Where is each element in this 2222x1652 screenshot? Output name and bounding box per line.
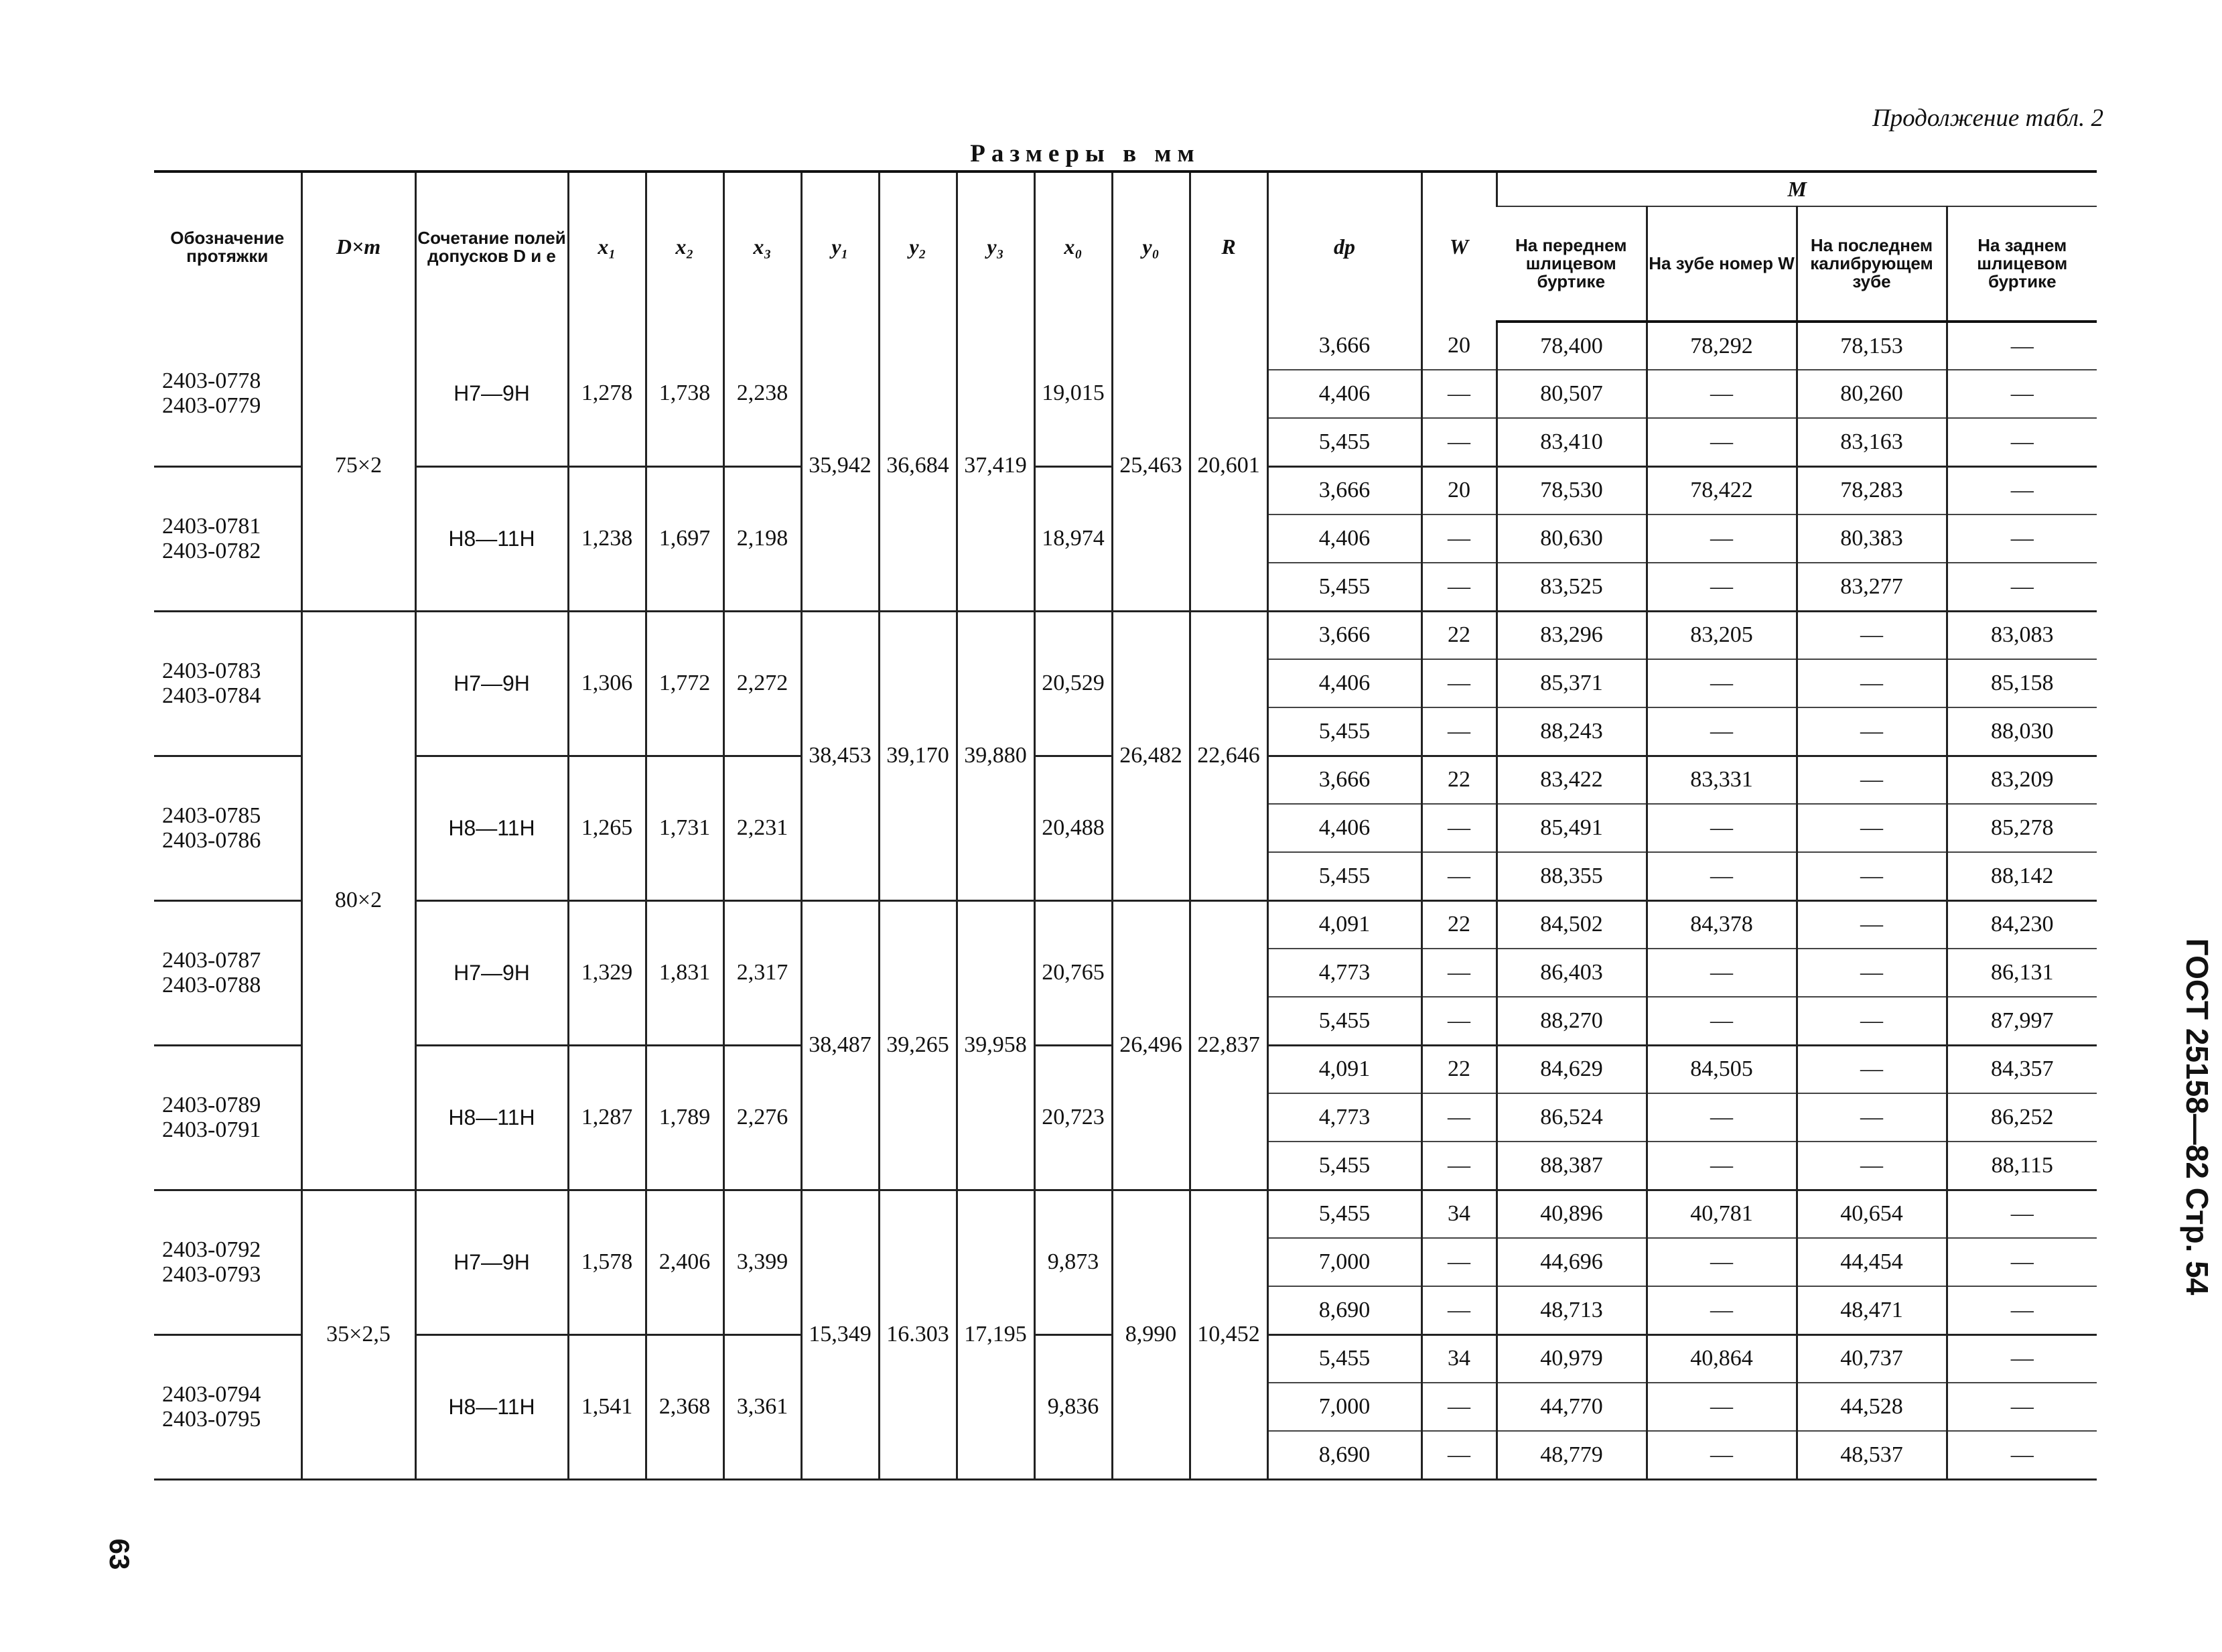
dp-cell: 3,666 (1267, 466, 1421, 514)
m-last-cell: 80,260 (1797, 370, 1947, 418)
m-rear-cell: — (1947, 1334, 2097, 1383)
m-front-cell: 88,243 (1497, 707, 1647, 756)
x3-cell: 3,399 (723, 1190, 801, 1334)
dp-cell: 5,455 (1267, 707, 1421, 756)
m-front-cell: 84,629 (1497, 1045, 1647, 1093)
m-rear-cell: — (1947, 514, 2097, 563)
y2-cell: 16.303 (879, 1190, 957, 1479)
designation-cell: 2403-0781 2403-0782 (154, 466, 301, 611)
x1-cell: 1,278 (568, 322, 646, 466)
header-m-last: На последнем калибрующем зубе (1797, 206, 1947, 322)
w-cell: — (1421, 804, 1497, 852)
w-cell: — (1421, 949, 1497, 997)
tolerance-cell: H7—9H (415, 1190, 568, 1334)
w-cell: — (1421, 707, 1497, 756)
page-number: 63 (104, 1538, 135, 1570)
m-front-cell: 86,524 (1497, 1093, 1647, 1142)
r-cell: 10,452 (1190, 1190, 1267, 1479)
m-front-cell: 84,502 (1497, 900, 1647, 949)
y1-cell: 38,487 (801, 900, 879, 1190)
designation-cell: 2403-0785 2403-0786 (154, 756, 301, 900)
m-last-cell: — (1797, 949, 1947, 997)
m-last-cell: 40,654 (1797, 1190, 1947, 1238)
m-last-cell: 44,454 (1797, 1238, 1947, 1286)
x0-cell: 20,765 (1034, 900, 1112, 1045)
m-front-cell: 44,770 (1497, 1383, 1647, 1431)
m-tooth-cell: — (1647, 997, 1797, 1045)
designation-cell: 2403-0794 2403-0795 (154, 1334, 301, 1479)
m-last-cell: — (1797, 756, 1947, 804)
m-tooth-cell: — (1647, 949, 1797, 997)
r-cell: 22,837 (1190, 900, 1267, 1190)
m-tooth-cell: 78,292 (1647, 322, 1797, 370)
tolerance-cell: H8—11H (415, 1334, 568, 1479)
m-last-cell: 40,737 (1797, 1334, 1947, 1383)
m-last-cell: 44,528 (1797, 1383, 1947, 1431)
x0-cell: 9,873 (1034, 1190, 1112, 1334)
header-designation: Обозначение протяжки (154, 171, 301, 322)
m-rear-cell: — (1947, 418, 2097, 466)
m-tooth-cell: — (1647, 418, 1797, 466)
m-front-cell: 83,296 (1497, 611, 1647, 659)
y0-cell: 8,990 (1112, 1190, 1190, 1479)
m-tooth-cell: — (1647, 1093, 1797, 1142)
m-rear-cell: — (1947, 1431, 2097, 1479)
header-y3: y₃ (957, 171, 1034, 322)
dp-cell: 8,690 (1267, 1431, 1421, 1479)
w-cell: 34 (1421, 1334, 1497, 1383)
w-cell: — (1421, 418, 1497, 466)
m-tooth-cell: 84,378 (1647, 900, 1797, 949)
header-m-front: На переднем шлицевом буртике (1497, 206, 1647, 322)
x3-cell: 2,231 (723, 756, 801, 900)
header-x1: x₁ (568, 171, 646, 322)
m-rear-cell: 86,252 (1947, 1093, 2097, 1142)
m-rear-cell: — (1947, 563, 2097, 611)
m-rear-cell: — (1947, 1190, 2097, 1238)
header-m: M (1497, 171, 2097, 206)
w-cell: — (1421, 997, 1497, 1045)
m-tooth-cell: — (1647, 370, 1797, 418)
m-tooth-cell: — (1647, 1238, 1797, 1286)
tolerance-cell: H7—9H (415, 900, 568, 1045)
m-front-cell: 78,400 (1497, 322, 1647, 370)
w-cell: — (1421, 1238, 1497, 1286)
dp-cell: 7,000 (1267, 1238, 1421, 1286)
spine-text: ГОСТ 25158—82 Стр. 54 (2180, 938, 2215, 1296)
y3-cell: 39,958 (957, 900, 1034, 1190)
dp-cell: 5,455 (1267, 1334, 1421, 1383)
m-last-cell: — (1797, 1045, 1947, 1093)
units-title: Размеры в мм (970, 140, 1200, 167)
w-cell: — (1421, 852, 1497, 900)
m-last-cell: — (1797, 659, 1947, 707)
header-x3: x₃ (723, 171, 801, 322)
w-cell: — (1421, 1383, 1497, 1431)
m-front-cell: 88,270 (1497, 997, 1647, 1045)
m-tooth-cell: — (1647, 563, 1797, 611)
m-front-cell: 85,491 (1497, 804, 1647, 852)
m-tooth-cell: — (1647, 852, 1797, 900)
dp-cell: 4,091 (1267, 1045, 1421, 1093)
m-rear-cell: — (1947, 1286, 2097, 1334)
m-front-cell: 86,403 (1497, 949, 1647, 997)
header-y0: y₀ (1112, 171, 1190, 322)
x2-cell: 1,831 (646, 900, 723, 1045)
header-y1: y₁ (801, 171, 879, 322)
dp-cell: 8,690 (1267, 1286, 1421, 1334)
dp-cell: 4,773 (1267, 949, 1421, 997)
w-cell: — (1421, 514, 1497, 563)
r-cell: 22,646 (1190, 611, 1267, 900)
x3-cell: 3,361 (723, 1334, 801, 1479)
w-cell: — (1421, 1093, 1497, 1142)
w-cell: 22 (1421, 1045, 1497, 1093)
m-front-cell: 44,696 (1497, 1238, 1647, 1286)
table-row (154, 322, 2097, 370)
x2-cell: 1,772 (646, 611, 723, 756)
m-front-cell: 80,630 (1497, 514, 1647, 563)
dp-cell: 3,666 (1267, 322, 1421, 370)
x1-cell: 1,329 (568, 900, 646, 1045)
m-tooth-cell: — (1647, 659, 1797, 707)
m-tooth-cell: 78,422 (1647, 466, 1797, 514)
x1-cell: 1,287 (568, 1045, 646, 1190)
m-last-cell: 83,277 (1797, 563, 1947, 611)
m-rear-cell: 88,030 (1947, 707, 2097, 756)
dp-cell: 5,455 (1267, 997, 1421, 1045)
header-y2: y₂ (879, 171, 957, 322)
x3-cell: 2,272 (723, 611, 801, 756)
w-cell: — (1421, 370, 1497, 418)
m-tooth-cell: — (1647, 1383, 1797, 1431)
w-cell: 20 (1421, 322, 1497, 370)
header-dxm: D×m (301, 171, 415, 322)
m-rear-cell: 83,209 (1947, 756, 2097, 804)
x3-cell: 2,238 (723, 322, 801, 466)
m-front-cell: 48,779 (1497, 1431, 1647, 1479)
m-front-cell: 83,410 (1497, 418, 1647, 466)
y3-cell: 39,880 (957, 611, 1034, 900)
m-rear-cell: 88,142 (1947, 852, 2097, 900)
x0-cell: 19,015 (1034, 322, 1112, 466)
dp-cell: 7,000 (1267, 1383, 1421, 1431)
m-front-cell: 88,387 (1497, 1142, 1647, 1190)
header-m-rear: На заднем шлицевом буртике (1947, 206, 2097, 322)
m-rear-cell: — (1947, 1383, 2097, 1431)
x1-cell: 1,306 (568, 611, 646, 756)
dp-cell: 4,091 (1267, 900, 1421, 949)
y1-cell: 38,453 (801, 611, 879, 900)
m-front-cell: 85,371 (1497, 659, 1647, 707)
y0-cell: 26,482 (1112, 611, 1190, 900)
dp-cell: 4,773 (1267, 1093, 1421, 1142)
m-rear-cell: 84,230 (1947, 900, 2097, 949)
m-front-cell: 40,979 (1497, 1334, 1647, 1383)
m-tooth-cell: — (1647, 514, 1797, 563)
y1-cell: 35,942 (801, 322, 879, 611)
designation-cell: 2403-0778 2403-0779 (154, 322, 301, 466)
m-front-cell: 83,525 (1497, 563, 1647, 611)
x0-cell: 20,488 (1034, 756, 1112, 900)
m-tooth-cell: 83,331 (1647, 756, 1797, 804)
m-rear-cell: 86,131 (1947, 949, 2097, 997)
m-last-cell: 48,471 (1797, 1286, 1947, 1334)
header-r: R (1190, 171, 1267, 322)
header-tolerance: Сочетание полей допусков D и e (415, 171, 568, 322)
designation-cell: 2403-0789 2403-0791 (154, 1045, 301, 1190)
m-tooth-cell: — (1647, 1431, 1797, 1479)
table-body (154, 322, 2097, 1479)
continuation-note: Продолжение табл. 2 (1872, 105, 2103, 132)
m-rear-cell: 84,357 (1947, 1045, 2097, 1093)
w-cell: — (1421, 1431, 1497, 1479)
x1-cell: 1,265 (568, 756, 646, 900)
x2-cell: 2,406 (646, 1190, 723, 1334)
y2-cell: 36,684 (879, 322, 957, 611)
dp-cell: 5,455 (1267, 418, 1421, 466)
header-x2: x₂ (646, 171, 723, 322)
tolerance-cell: H8—11H (415, 1045, 568, 1190)
dp-cell: 5,455 (1267, 1142, 1421, 1190)
dxm-cell: 35×2,5 (301, 1190, 415, 1479)
tolerance-cell: H8—11H (415, 466, 568, 611)
tolerance-cell: H8—11H (415, 756, 568, 900)
m-last-cell: 48,537 (1797, 1431, 1947, 1479)
x2-cell: 1,738 (646, 322, 723, 466)
m-front-cell: 40,896 (1497, 1190, 1647, 1238)
x0-cell: 20,529 (1034, 611, 1112, 756)
dp-cell: 4,406 (1267, 804, 1421, 852)
dp-cell: 3,666 (1267, 756, 1421, 804)
y0-cell: 25,463 (1112, 322, 1190, 611)
m-last-cell: 78,153 (1797, 322, 1947, 370)
designation-cell: 2403-0783 2403-0784 (154, 611, 301, 756)
y0-cell: 26,496 (1112, 900, 1190, 1190)
m-tooth-cell: 40,781 (1647, 1190, 1797, 1238)
m-rear-cell: 85,278 (1947, 804, 2097, 852)
x3-cell: 2,198 (723, 466, 801, 611)
x3-cell: 2,317 (723, 900, 801, 1045)
m-front-cell: 80,507 (1497, 370, 1647, 418)
m-rear-cell: — (1947, 370, 2097, 418)
x1-cell: 1,238 (568, 466, 646, 611)
m-rear-cell: 85,158 (1947, 659, 2097, 707)
x0-cell: 18,974 (1034, 466, 1112, 611)
w-cell: — (1421, 1286, 1497, 1334)
m-last-cell: — (1797, 611, 1947, 659)
m-last-cell: — (1797, 900, 1947, 949)
dxm-cell: 80×2 (301, 611, 415, 1190)
m-tooth-cell: — (1647, 707, 1797, 756)
x1-cell: 1,578 (568, 1190, 646, 1334)
x0-cell: 9,836 (1034, 1334, 1112, 1479)
dp-cell: 4,406 (1267, 659, 1421, 707)
m-rear-cell: — (1947, 466, 2097, 514)
table-row (154, 611, 2097, 659)
m-last-cell: 80,383 (1797, 514, 1947, 563)
header-dp: dp (1267, 171, 1421, 322)
dp-cell: 4,406 (1267, 514, 1421, 563)
table-row (154, 1190, 2097, 1238)
m-front-cell: 78,530 (1497, 466, 1647, 514)
x2-cell: 2,368 (646, 1334, 723, 1479)
y1-cell: 15,349 (801, 1190, 879, 1479)
w-cell: 34 (1421, 1190, 1497, 1238)
y3-cell: 17,195 (957, 1190, 1034, 1479)
w-cell: 22 (1421, 756, 1497, 804)
m-rear-cell: 83,083 (1947, 611, 2097, 659)
y3-cell: 37,419 (957, 322, 1034, 611)
y2-cell: 39,265 (879, 900, 957, 1190)
dp-cell: 3,666 (1267, 611, 1421, 659)
designation-cell: 2403-0792 2403-0793 (154, 1190, 301, 1334)
m-front-cell: 83,422 (1497, 756, 1647, 804)
m-tooth-cell: 83,205 (1647, 611, 1797, 659)
w-cell: — (1421, 563, 1497, 611)
x2-cell: 1,731 (646, 756, 723, 900)
header-x0: x₀ (1034, 171, 1112, 322)
m-tooth-cell: 40,864 (1647, 1334, 1797, 1383)
m-rear-cell: — (1947, 1238, 2097, 1286)
m-rear-cell: 87,997 (1947, 997, 2097, 1045)
tolerance-cell: H7—9H (415, 611, 568, 756)
m-last-cell: — (1797, 1142, 1947, 1190)
dp-cell: 5,455 (1267, 852, 1421, 900)
w-cell: 22 (1421, 900, 1497, 949)
broach-dimensions-table (154, 170, 2097, 1481)
y2-cell: 39,170 (879, 611, 957, 900)
x3-cell: 2,276 (723, 1045, 801, 1190)
m-last-cell: — (1797, 707, 1947, 756)
x0-cell: 20,723 (1034, 1045, 1112, 1190)
m-last-cell: 78,283 (1797, 466, 1947, 514)
m-tooth-cell: — (1647, 1286, 1797, 1334)
w-cell: — (1421, 659, 1497, 707)
m-last-cell: — (1797, 804, 1947, 852)
m-last-cell: — (1797, 1093, 1947, 1142)
m-tooth-cell: 84,505 (1647, 1045, 1797, 1093)
dxm-cell: 75×2 (301, 322, 415, 611)
w-cell: — (1421, 1142, 1497, 1190)
dp-cell: 5,455 (1267, 1190, 1421, 1238)
m-last-cell: — (1797, 852, 1947, 900)
header-m-tooth: На зубе номер W (1647, 206, 1797, 322)
designation-cell: 2403-0787 2403-0788 (154, 900, 301, 1045)
w-cell: 20 (1421, 466, 1497, 514)
dp-cell: 5,455 (1267, 563, 1421, 611)
r-cell: 20,601 (1190, 322, 1267, 611)
m-tooth-cell: — (1647, 1142, 1797, 1190)
m-rear-cell: — (1947, 322, 2097, 370)
dp-cell: 4,406 (1267, 370, 1421, 418)
m-rear-cell: 88,115 (1947, 1142, 2097, 1190)
m-last-cell: — (1797, 997, 1947, 1045)
w-cell: 22 (1421, 611, 1497, 659)
header-w: W (1421, 171, 1497, 322)
tolerance-cell: H7—9H (415, 322, 568, 466)
x2-cell: 1,697 (646, 466, 723, 611)
m-front-cell: 48,713 (1497, 1286, 1647, 1334)
m-front-cell: 88,355 (1497, 852, 1647, 900)
m-last-cell: 83,163 (1797, 418, 1947, 466)
x2-cell: 1,789 (646, 1045, 723, 1190)
m-tooth-cell: — (1647, 804, 1797, 852)
x1-cell: 1,541 (568, 1334, 646, 1479)
table-row (154, 900, 2097, 949)
